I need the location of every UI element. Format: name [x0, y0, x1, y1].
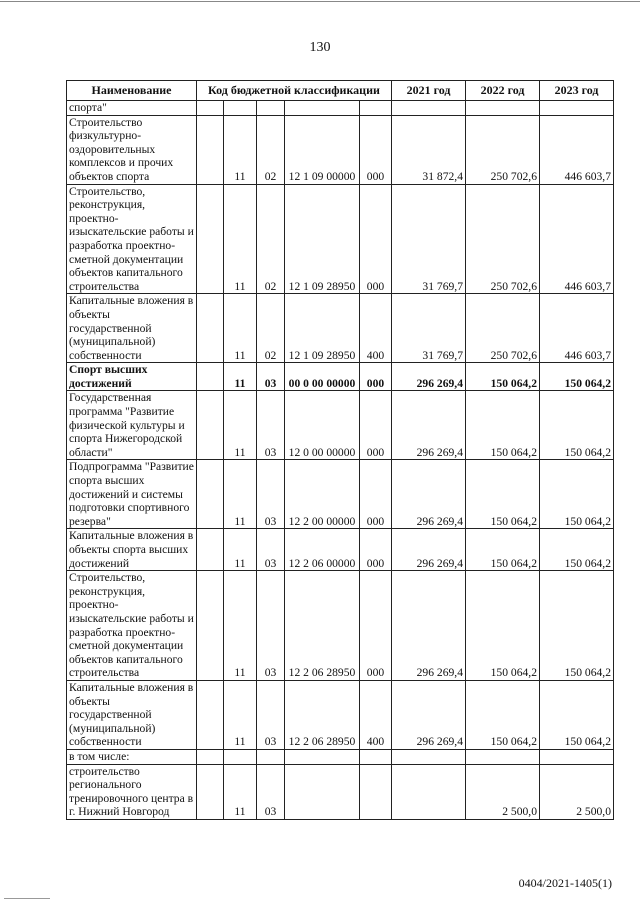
table-row: [67, 764, 614, 819]
cell-v2023: 150 064,2: [540, 460, 614, 529]
table-header-row: [67, 81, 614, 101]
cell-c2: [257, 101, 285, 116]
cell-v2022: 150 064,2: [466, 529, 540, 571]
cell-v2022: 150 064,2: [466, 460, 540, 529]
cell-c1: [224, 101, 257, 116]
cell-v2022: 150 064,2: [466, 363, 540, 391]
table-row: [67, 571, 614, 681]
cell-v2022: 150 064,2: [466, 571, 540, 681]
cell-blank: [197, 184, 224, 294]
cell-v2021: 296 269,4: [392, 571, 466, 681]
table-row: [67, 184, 614, 294]
cell-c4: 000: [360, 391, 392, 460]
cell-v2021: 296 269,4: [392, 363, 466, 391]
cell-v2021: 31 872,4: [392, 115, 466, 184]
cell-v2022: [466, 749, 540, 764]
cell-blank: [197, 101, 224, 116]
cell-blank: [197, 749, 224, 764]
cell-blank: [197, 680, 224, 749]
cell-c3: [285, 749, 360, 764]
cell-c2: 02: [257, 294, 285, 363]
cell-c1: 11: [224, 184, 257, 294]
header-2023: 2023 год: [540, 81, 614, 101]
cell-c3: [285, 764, 360, 819]
cell-v2023: [540, 749, 614, 764]
cell-v2021: 296 269,4: [392, 460, 466, 529]
cell-c2: 03: [257, 529, 285, 571]
cell-name: Капитальные вложения в объекты спорта высших достижений: [67, 529, 197, 571]
cell-v2023: 150 064,2: [540, 571, 614, 681]
cell-name: Подпрограмма "Развитие спорта высших достижений и системы подготовки спортивного резерва": [67, 460, 197, 529]
cell-v2022: [466, 101, 540, 116]
cell-v2023: 446 603,7: [540, 184, 614, 294]
cell-c3: 12 1 09 28950: [285, 294, 360, 363]
cell-c2: [257, 749, 285, 764]
cell-c4: 000: [360, 529, 392, 571]
table-body: [67, 101, 614, 820]
cell-c4: 000: [360, 363, 392, 391]
cell-name: строительство регионального тренировочного центра в г. Нижний Новгород: [67, 764, 197, 819]
cell-c2: 03: [257, 764, 285, 819]
cell-c4: 000: [360, 460, 392, 529]
budget-table: [66, 80, 614, 820]
cell-c2: 02: [257, 184, 285, 294]
cell-c1: 11: [224, 460, 257, 529]
table-row: [67, 529, 614, 571]
cell-c1: 11: [224, 294, 257, 363]
cell-v2022: 2 500,0: [466, 764, 540, 819]
cell-v2023: 2 500,0: [540, 764, 614, 819]
cell-v2021: 31 769,7: [392, 184, 466, 294]
cell-blank: [197, 363, 224, 391]
cell-v2021: [392, 749, 466, 764]
page-number: 130: [309, 40, 331, 55]
cell-name: в том числе:: [67, 749, 197, 764]
cell-v2021: 296 269,4: [392, 391, 466, 460]
cell-name: Строительство, реконструкция, проектно-изыскательские работы и разработка проектно-сметной документации объектов капитального строительства: [67, 571, 197, 681]
cell-blank: [197, 764, 224, 819]
corner-mark: [4, 898, 50, 899]
cell-name: Государственная программа "Развитие физической культуры и спорта Нижегородской области": [67, 391, 197, 460]
table-row: [67, 391, 614, 460]
cell-c4: 000: [360, 571, 392, 681]
cell-c3: 12 2 00 00000: [285, 460, 360, 529]
cell-c3: 12 2 06 00000: [285, 529, 360, 571]
table-row: [67, 115, 614, 184]
cell-c1: 11: [224, 115, 257, 184]
header-name: Наименование: [67, 81, 197, 101]
cell-c1: 11: [224, 680, 257, 749]
cell-c2: 03: [257, 680, 285, 749]
cell-name: Капитальные вложения в объекты государственной (муниципальной) собственности: [67, 294, 197, 363]
cell-c2: 03: [257, 571, 285, 681]
cell-c4: [360, 101, 392, 116]
cell-c3: 00 0 00 00000: [285, 363, 360, 391]
cell-name: спорта": [67, 101, 197, 116]
cell-c4: 000: [360, 115, 392, 184]
cell-name: Спорт высших достижений: [67, 363, 197, 391]
cell-name: Строительство, реконструкция, проектно-изыскательские работы и разработка проектно-сметной документации объектов капитального строительства: [67, 184, 197, 294]
cell-c1: 11: [224, 764, 257, 819]
cell-v2021: [392, 764, 466, 819]
cell-blank: [197, 294, 224, 363]
cell-c1: 11: [224, 529, 257, 571]
cell-v2022: 250 702,6: [466, 294, 540, 363]
cell-blank: [197, 571, 224, 681]
cell-blank: [197, 115, 224, 184]
top-rule: [0, 1, 640, 2]
header-code: Код бюджетной классификации: [197, 81, 392, 101]
cell-v2023: [540, 101, 614, 116]
cell-c2: 02: [257, 115, 285, 184]
cell-c1: 11: [224, 391, 257, 460]
cell-v2023: 446 603,7: [540, 115, 614, 184]
cell-v2022: 150 064,2: [466, 680, 540, 749]
cell-blank: [197, 460, 224, 529]
cell-blank: [197, 529, 224, 571]
cell-blank: [197, 391, 224, 460]
cell-v2023: 150 064,2: [540, 363, 614, 391]
cell-v2021: 296 269,4: [392, 529, 466, 571]
table-row: [67, 680, 614, 749]
cell-c2: 03: [257, 363, 285, 391]
cell-c3: 12 1 09 00000: [285, 115, 360, 184]
cell-c4: 400: [360, 680, 392, 749]
cell-c3: [285, 101, 360, 116]
cell-c1: 11: [224, 571, 257, 681]
cell-v2022: 250 702,6: [466, 184, 540, 294]
cell-v2023: 446 603,7: [540, 294, 614, 363]
cell-name: Строительство физкультурно-оздоровительных комплексов и прочих объектов спорта: [67, 115, 197, 184]
table-row: [67, 749, 614, 764]
cell-c4: 400: [360, 294, 392, 363]
table-row: [67, 101, 614, 116]
cell-v2021: [392, 101, 466, 116]
header-2022: 2022 год: [466, 81, 540, 101]
cell-c2: 03: [257, 460, 285, 529]
cell-v2021: 31 769,7: [392, 294, 466, 363]
cell-v2022: 250 702,6: [466, 115, 540, 184]
cell-c2: 03: [257, 391, 285, 460]
document-code: 0404/2021-1405(1): [518, 876, 612, 890]
table-row: [67, 294, 614, 363]
cell-v2023: 150 064,2: [540, 391, 614, 460]
cell-v2023: 150 064,2: [540, 680, 614, 749]
cell-v2022: 150 064,2: [466, 391, 540, 460]
table-row: [67, 363, 614, 391]
cell-c3: 12 2 06 28950: [285, 571, 360, 681]
cell-name: Капитальные вложения в объекты государственной (муниципальной) собственности: [67, 680, 197, 749]
cell-c1: [224, 749, 257, 764]
cell-v2021: 296 269,4: [392, 680, 466, 749]
cell-c4: [360, 764, 392, 819]
cell-c4: 000: [360, 184, 392, 294]
cell-c3: 12 0 00 00000: [285, 391, 360, 460]
cell-c4: [360, 749, 392, 764]
table-row: [67, 460, 614, 529]
cell-c3: 12 2 06 28950: [285, 680, 360, 749]
cell-c1: 11: [224, 363, 257, 391]
header-2021: 2021 год: [392, 81, 466, 101]
cell-v2023: 150 064,2: [540, 529, 614, 571]
cell-c3: 12 1 09 28950: [285, 184, 360, 294]
